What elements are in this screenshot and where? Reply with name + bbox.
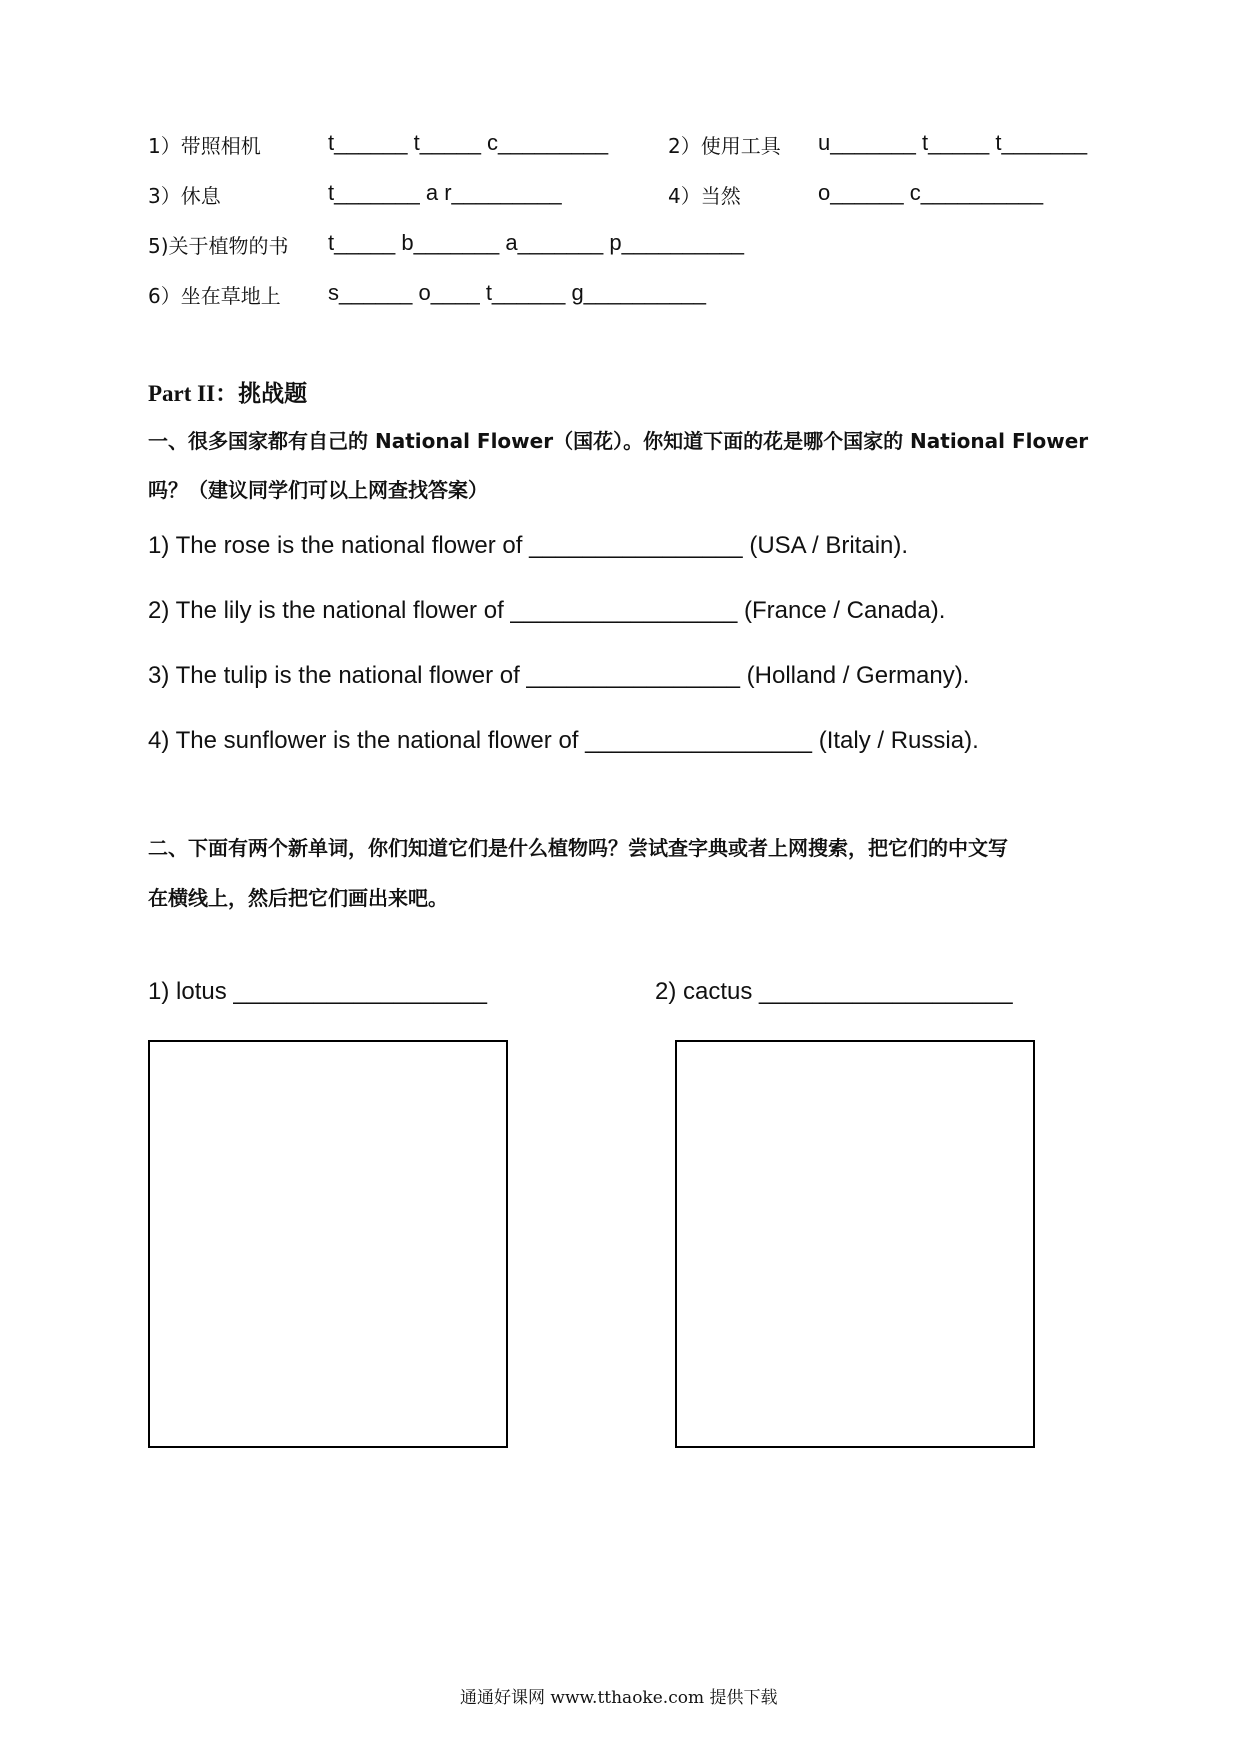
vocab-label-4: 4）当然	[668, 184, 741, 208]
section2-instruction-line1: 二、下面有两个新单词，你们知道它们是什么植物吗？尝试查字典或者上网搜索，把它们的中文写	[148, 836, 1008, 860]
cactus-drawing-box	[675, 1040, 1035, 1448]
vocab-pattern-1: t______ t_____ c_________	[328, 130, 609, 155]
flower-question-1: 1) The rose is the national flower of ________________ (USA / Britain).	[148, 532, 909, 559]
flower-question-4: 4) The sunflower is the national flower of _________________ (Italy / Russia).	[148, 727, 979, 754]
vocab-pattern-4: o______ c__________	[818, 180, 1044, 205]
vocab-pattern-5: t_____ b_______ a_______ p__________	[328, 230, 744, 255]
flower-question-2: 2) The lily is the national flower of _________________ (France / Canada).	[148, 597, 946, 624]
section2-instruction-line2: 在横线上，然后把它们画出来吧。	[148, 886, 448, 910]
vocab-label-1: 1）带照相机	[148, 134, 261, 158]
vocab-label-5: 5)关于植物的书	[148, 234, 289, 258]
vocab-pattern-2: u_______ t_____ t_______	[818, 130, 1088, 155]
section1-instruction-line1: 一、很多国家都有自己的 National Flower（国花）。你知道下面的花是哪个国家的 National Flower	[148, 429, 1089, 453]
vocab-label-2: 2）使用工具	[668, 134, 781, 158]
vocab-label-6: 6）坐在草地上	[148, 284, 281, 308]
part2-title: Part II：挑战题	[148, 381, 308, 406]
vocab-label-3: 3）休息	[148, 184, 221, 208]
vocab-pattern-6: s______ o____ t______ g__________	[328, 280, 707, 305]
lotus-drawing-box	[148, 1040, 508, 1448]
footer-credit: 通通好课网 www.tthaoke.com 提供下载	[460, 1688, 778, 1708]
flower-question-3: 3) The tulip is the national flower of ________________ (Holland / Germany).	[148, 662, 970, 689]
word-lotus-label: 1) lotus ___________________	[148, 978, 487, 1005]
word-cactus-label: 2) cactus ___________________	[655, 978, 1013, 1005]
vocab-pattern-3: t_______ a r_________	[328, 180, 562, 205]
section1-instruction-line2: 吗？（建议同学们可以上网查找答案）	[148, 478, 488, 502]
